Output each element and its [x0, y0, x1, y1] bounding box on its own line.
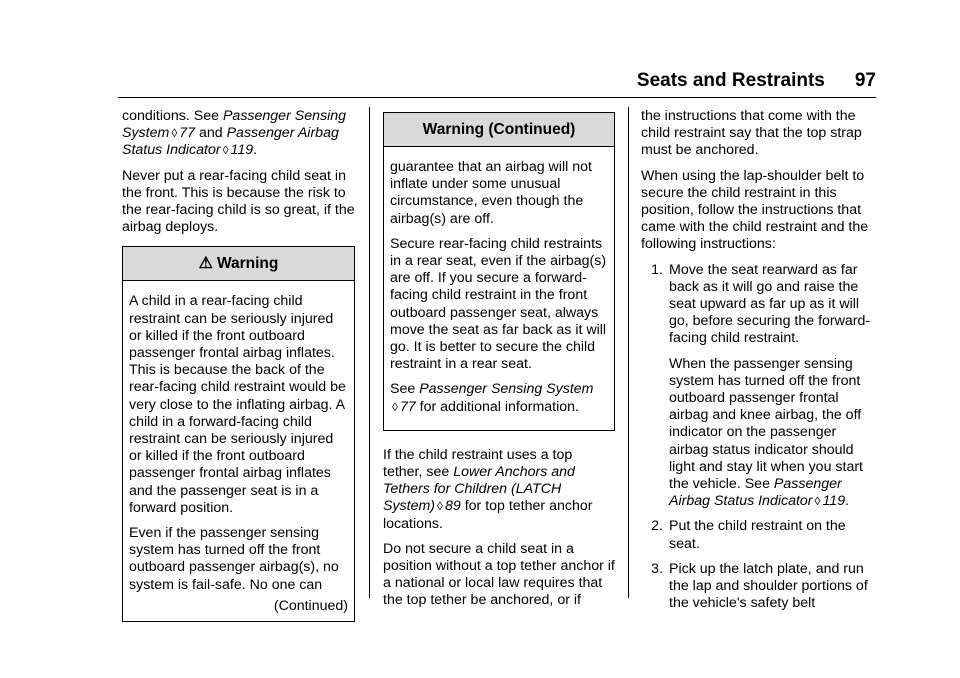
warning-body: [384, 147, 614, 430]
warning-text: See Passenger Sensing System ◊ 77 for additional information.: [390, 381, 594, 415]
paragraph: conditions. See Passenger Sensing System ◊ 77 and Passenger Airbag Status Indicator ◊ 119.: [122, 108, 347, 159]
instruction-list: [641, 262, 877, 613]
page-ref[interactable]: 119: [230, 142, 254, 159]
paragraph: Do not secure a child seat in a position without a top tether anchor if a national or local law requires that the top tether be anchored, or if: [383, 540, 615, 609]
section-title: Seats and Restraints: [636, 70, 825, 91]
warning-text: Even if the passenger sensing system has turned off the front outboard passenger airbag(s), no system is fail-safe. No one can: [129, 525, 339, 593]
warning-title: Warning (Continued): [384, 113, 614, 147]
paragraph: When using the lap-shoulder belt to secure the child restraint in this position, follow the instructions that came with the child restraint and the following instructions:: [641, 167, 869, 253]
warning-title: ⚠ Warning: [123, 247, 354, 281]
page-ref[interactable]: 77: [399, 398, 416, 415]
warning-box-continued: [383, 112, 615, 431]
link-passenger-airbag-status-indicator[interactable]: Passenger Airbag Status Indicator: [122, 125, 339, 159]
warning-body: [123, 281, 354, 621]
step-text: Move the seat rearward as far back as it will go and raise the seat upward as far up as it will go, before securing the forward-facing child restraint.: [669, 261, 871, 347]
list-item: [641, 561, 877, 613]
page-ref-icon: ◊: [814, 494, 821, 509]
warning-text: A child in a rear-facing child restraint can be seriously injured or killed if the front outboard passenger frontal airbag inflates. This is because the back of the rear-facing child restraint would be very close to the inflating airbag. A child in a forward-facing child restraint can be seriously injured or killed if the front outboard passenger frontal airbag inflates and the passenger seat is in a forward position.: [129, 293, 346, 516]
page-ref-icon: ◊: [392, 399, 398, 414]
list-item: [641, 262, 877, 511]
page-ref[interactable]: 89: [444, 498, 461, 515]
header-rule: [118, 97, 876, 98]
link-passenger-airbag-status-indicator[interactable]: Passenger Airbag Status Indicator: [669, 476, 842, 510]
step-number: 1.: [651, 261, 663, 278]
link-passenger-sensing-system[interactable]: Passenger Sensing System: [419, 381, 594, 398]
warning-box: [122, 246, 355, 622]
page-header: [118, 70, 876, 92]
link-passenger-sensing-system[interactable]: Passenger Sensing System: [122, 108, 347, 142]
warning-text: Secure rear-facing child restraints in a rear seat, even if the airbag(s) are off. If you secure a forward-facing child restraint in the front outboard passenger seat, always move the seat as far back as it will go. It is better to secure the child restraint in a rear seat.: [390, 235, 607, 373]
page-ref-icon: ◊: [171, 126, 178, 141]
paragraph: Never put a rear-facing child seat in the front. This is because the risk to the rear-facing child is so great, if the airbag deploys.: [122, 167, 355, 236]
page-ref-icon: ◊: [222, 143, 229, 158]
step-subtext: When the passenger sensing system has turned off the front outboard passenger frontal airbag and knee airbag, the off indicator on the passenger airbag status indicator should light and stay lit when you start the vehicle. See Passenger Airbag Status Indicator ◊ 119.: [669, 355, 863, 510]
column-1: [122, 108, 355, 622]
link-latch-system[interactable]: Lower Anchors and Tethers for Children (LATCH System): [383, 464, 575, 515]
list-item: [641, 518, 877, 552]
step-number: 3.: [651, 560, 663, 577]
page-number: 97: [854, 70, 876, 91]
step-text: Pick up the latch plate, and run the lap and shoulder portions of the vehicle's safety belt: [669, 560, 868, 612]
step-text: Put the child restraint on the seat.: [669, 518, 846, 552]
step-number: 2.: [651, 518, 663, 535]
page-ref-icon: ◊: [437, 499, 443, 514]
column-divider: [628, 107, 629, 598]
warning-text: guarantee that an airbag will not inflate under some unusual circumstance, even though the airbag(s) are off.: [390, 159, 592, 227]
warning-icon: ⚠: [198, 255, 213, 273]
paragraph: the instructions that come with the child restraint say that the top strap must be anchored.: [641, 108, 862, 159]
column-divider: [369, 107, 370, 598]
page-ref[interactable]: 77: [179, 125, 196, 142]
column-2: [383, 108, 615, 618]
column-3: [641, 108, 877, 620]
paragraph: If the child restraint uses a top tether, see Lower Anchors and Tethers for Children (LATCH System) ◊ 89 for top tether anchor locations.: [383, 446, 593, 532]
continued-label: (Continued): [273, 597, 348, 614]
page-ref[interactable]: 119: [822, 493, 846, 510]
